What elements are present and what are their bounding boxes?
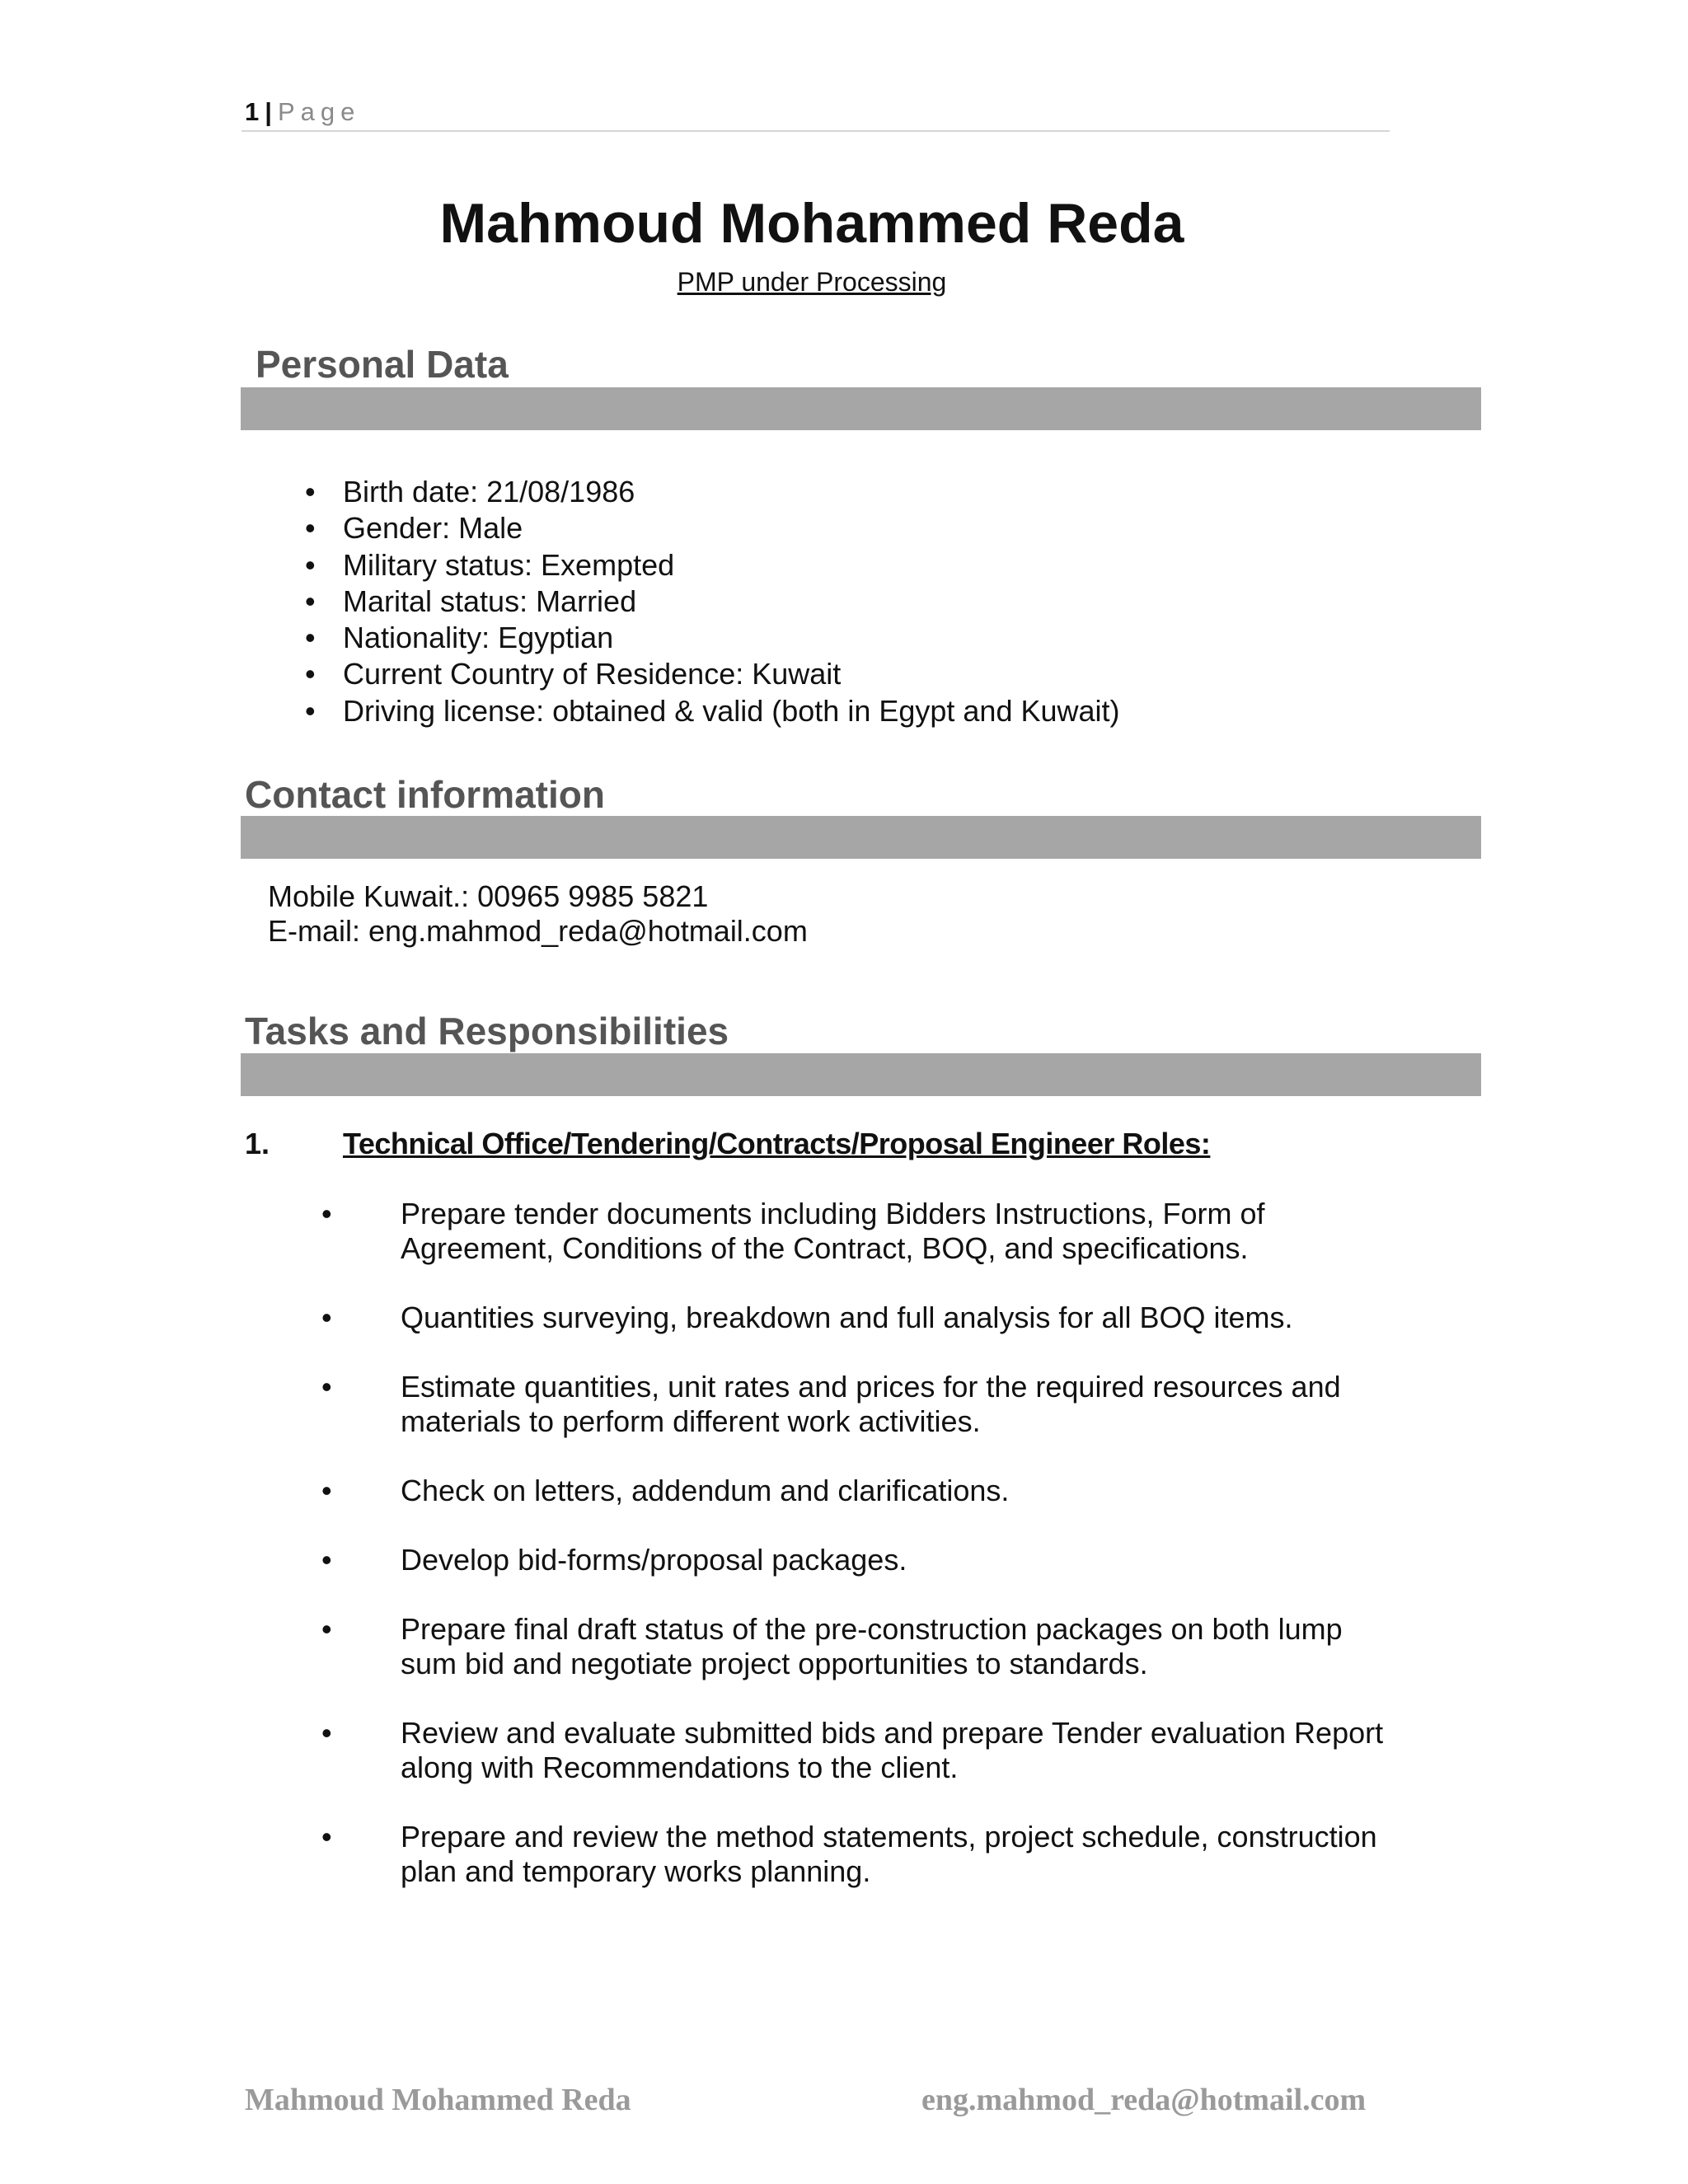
footer-email: eng.mahmod_reda@hotmail.com [921, 2083, 1367, 2117]
page-header [245, 97, 360, 127]
page-number: 1 [245, 97, 260, 126]
list-item: • Marital status: Married [305, 583, 1120, 620]
contact-info-title: Contact information [245, 773, 605, 816]
resume-name: Mahmoud Mohammed Reda [439, 192, 1184, 255]
resume-subtitle: PMP under Processing [677, 267, 947, 297]
list-item: • Develop bid-forms/proposal packages. [321, 1543, 1393, 1577]
tasks-title: Tasks and Responsibilities [245, 1010, 729, 1052]
personal-data-bar [241, 387, 1481, 430]
list-item: • Military status: Exempted [305, 547, 1120, 583]
list-item: • Review and evaluate submitted bids and prepare Tender evaluation Report along with Recommendations to the client. [321, 1716, 1393, 1785]
list-item: • Nationality: Egyptian [305, 620, 1120, 656]
tasks-bar [241, 1053, 1481, 1096]
list-item: • Estimate quantities, unit rates and prices for the required resources and materials to perform different work activities. [321, 1370, 1393, 1439]
page-word: Page [277, 97, 361, 126]
header-rule [241, 130, 1390, 132]
page-separator: | [265, 97, 273, 126]
contact-info-bar [241, 816, 1481, 859]
personal-data-list [305, 474, 1120, 729]
contact-mobile: Mobile Kuwait.: 00965 9985 5821 [268, 879, 709, 913]
tasks-list [321, 1197, 1393, 1924]
footer-name: Mahmoud Mohammed Reda [245, 2083, 631, 2117]
list-item: • Check on letters, addendum and clarifications. [321, 1474, 1393, 1508]
role-title: Technical Office/Tendering/Contracts/Proposal Engineer Roles: [343, 1127, 1211, 1160]
personal-data-title: Personal Data [256, 343, 509, 386]
list-item: • Quantities surveying, breakdown and full analysis for all BOQ items. [321, 1301, 1393, 1335]
list-item: • Current Country of Residence: Kuwait [305, 656, 1120, 692]
list-item: • Prepare final draft status of the pre-construction packages on both lump sum bid and negotiate project opportunities to standards. [321, 1612, 1393, 1681]
list-item: • Birth date: 21/08/1986 [305, 474, 1120, 510]
contact-email: E-mail: eng.mahmod_reda@hotmail.com [268, 914, 808, 948]
list-item: • Gender: Male [305, 510, 1120, 546]
list-item: • Prepare tender documents including Bidders Instructions, Form of Agreement, Conditions of the Contract, BOQ, and specifications. [321, 1197, 1393, 1266]
list-item: • Driving license: obtained & valid (both in Egypt and Kuwait) [305, 693, 1120, 729]
role-number: 1. [245, 1127, 270, 1160]
list-item: • Prepare and review the method statements, project schedule, construction plan and temporary works planning. [321, 1820, 1393, 1889]
